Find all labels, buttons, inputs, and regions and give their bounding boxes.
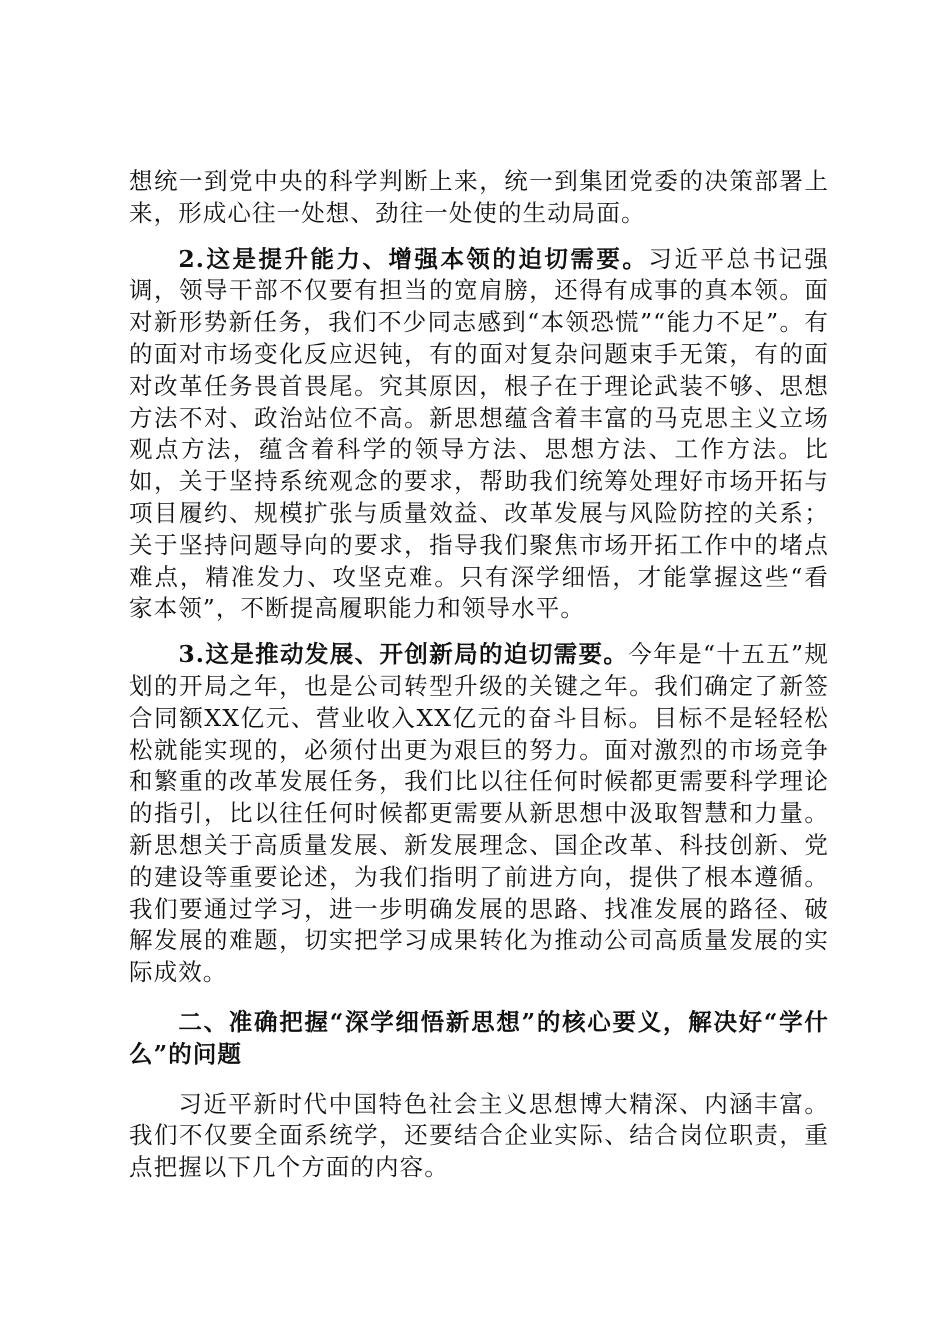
paragraph-section-intro: 习近平新时代中国特色社会主义思想博大精深、内涵丰富。我们不仅要全面系统学，还要结合企业实际、结合岗位职责，重点把握以下几个方面的内容。 xyxy=(129,1089,829,1182)
point-3-heading: 3.这是推动发展、开创新局的迫切需要。 xyxy=(178,640,629,669)
paragraph-point-2 xyxy=(129,244,829,626)
point-2-heading: 2.这是提升能力、增强本领的迫切需要。 xyxy=(178,244,649,273)
point-2-body: 习近平总书记强调，领导干部不仅要有担当的宽肩膀，还得有成事的真本领。面对新形势新任务，我们不少同志感到“本领恐慌”“能力不足”。有的面对市场变化反应迟钝，有的面对复杂问题束手无策，有的面对改革任务畏首畏尾。究其原因，根子在于理论武装不够、思想方法不对、政治站位不高。新思想蕴含着丰富的马克思主义立场观点方法，蕴含着科学的领导方法、思想方法、工作方法。比如，关于坚持系统观念的要求，帮助我们统筹处理好市场开拓与项目履约、规模扩张与质量效益、改革发展与风险防控的关系；关于坚持问题导向的要求，指导我们聚焦市场开拓工作中的堵点难点，精准发力、攻坚克难。只有深学细悟，才能掌握这些“看家本领”，不断提高履职能力和领导水平。 xyxy=(129,244,830,623)
paragraph-continuation: 想统一到党中央的科学判断上来，统一到集团党委的决策部署上来，形成心往一处想、劲往一处使的生动局面。 xyxy=(129,167,829,227)
paragraph-point-3 xyxy=(129,639,829,989)
section-heading: 二、准确把握“深学细悟新思想”的核心要义，解决好“学什么”的问题 xyxy=(129,1007,829,1068)
document-page xyxy=(129,166,829,1184)
point-3-body: 今年是“十五五”规划的开局之年，也是公司转型升级的关键之年。我们确定了新签合同额XX亿元、营业收入XX亿元的奋斗目标。目标不是轻轻松松就能实现的，必须付出更为艰巨的努力。面对激烈的市场竞争和繁重的改革发展任务，我们比以往任何时候都更需要科学理论的指引，比以往任何时候都更需要从新思想中汲取智慧和力量。新思想关于高质量发展、新发展理念、国企改革、科技创新、党的建设等重要论述，为我们指明了前进方向，提供了根本遵循。我们要通过学习，进一步明确发展的思路、找准发展的路径、破解发展的难题，切实把学习成果转化为推动公司高质量发展的实际成效。 xyxy=(129,640,829,987)
